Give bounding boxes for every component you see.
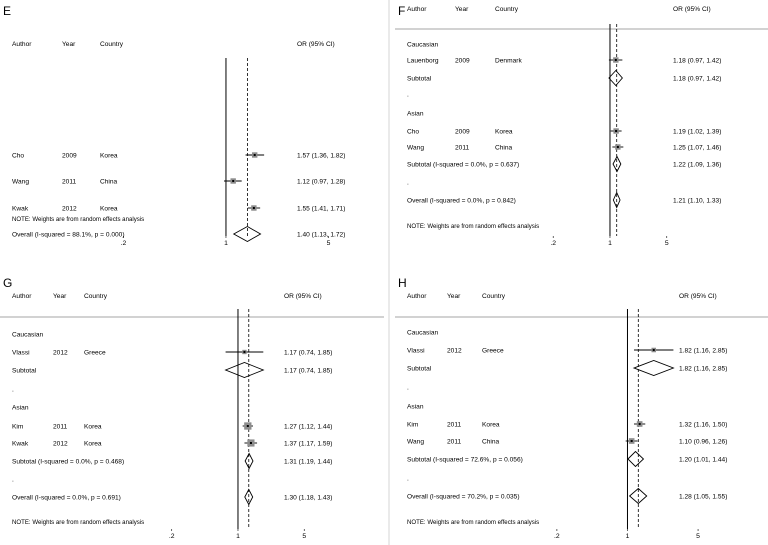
subtotal-or-ci: 1.22 (1.09, 1.36) — [673, 161, 722, 169]
study-or-ci: 1.18 (0.97, 1.42) — [673, 57, 722, 65]
study-year: 2009 — [62, 152, 77, 160]
header-author: Author — [12, 41, 32, 48]
tick-label: 5 — [664, 240, 669, 247]
overall-or-ci: 1.21 (1.10, 1.33) — [673, 197, 722, 205]
weights-note: NOTE: Weights are from random effects analysis — [12, 519, 145, 526]
study-country: Korea — [482, 421, 500, 429]
overall-or-ci: 1.30 (1.18, 1.43) — [284, 494, 333, 502]
subtotal-label: Subtotal — [407, 75, 432, 83]
tick-label: 5 — [696, 533, 700, 540]
study-year: 2009 — [455, 128, 470, 136]
subtotal-diamond — [628, 452, 644, 467]
study-year: 2011 — [447, 421, 462, 429]
study-country: Greece — [84, 349, 106, 357]
tick-label: 1 — [608, 240, 612, 247]
point-estimate — [631, 440, 633, 442]
point-estimate — [232, 180, 234, 182]
panel-letter: G — [3, 276, 13, 290]
subtotal-or-ci: 1.18 (0.97, 1.42) — [673, 75, 722, 83]
study-author: Wang — [407, 144, 424, 152]
study-year: 2012 — [53, 349, 68, 357]
tick-label: .2 — [168, 533, 175, 540]
study-country: China — [495, 144, 513, 152]
header-or-ci: OR (95% CI) — [297, 41, 335, 48]
spacer-dot: . — [407, 179, 409, 187]
point-estimate — [639, 423, 641, 425]
study-or-ci: 1.37 (1.17, 1.59) — [284, 440, 333, 448]
subtotal-label: Subtotal — [12, 367, 37, 375]
study-author: Vlassi — [12, 349, 30, 357]
subtotal-label: Subtotal (I-squared = 0.0%, p = 0.468) — [12, 458, 125, 466]
weights-note: NOTE: Weights are from random effects analysis — [12, 216, 145, 223]
study-author: Kwak — [12, 205, 29, 213]
study-author: Kim — [12, 423, 24, 431]
header-year: Year — [447, 293, 461, 300]
study-author: Wang — [12, 178, 29, 186]
subtotal-diamond — [609, 71, 622, 86]
study-author: Cho — [407, 128, 420, 136]
overall-label: Overall (I-squared = 0.0%, p = 0.842) — [407, 197, 516, 205]
study-country: China — [482, 438, 500, 446]
study-country: Korea — [495, 128, 513, 136]
header-author: Author — [407, 6, 427, 13]
group-label: Asian — [12, 404, 29, 412]
subtotal-diamond — [634, 361, 673, 376]
study-year: 2011 — [447, 438, 462, 446]
tick-label: .2 — [120, 240, 127, 247]
tick-label: 1 — [625, 533, 630, 540]
header-country: Country — [482, 293, 506, 300]
subtotal-label: Subtotal — [407, 365, 432, 373]
study-or-ci: 1.82 (1.16, 2.85) — [679, 347, 728, 355]
forest-panel-f — [395, 4, 768, 247]
study-author: Wang — [407, 438, 424, 446]
study-or-ci: 1.32 (1.16, 1.50) — [679, 421, 728, 429]
group-label: Caucasian — [407, 329, 439, 337]
tick-label: .2 — [550, 240, 557, 247]
spacer-dot: . — [407, 475, 409, 483]
panel-letter: F — [398, 4, 406, 18]
point-estimate — [615, 59, 617, 61]
group-label: Asian — [407, 110, 424, 118]
forest-panel-h — [395, 276, 768, 540]
study-country: Korea — [100, 205, 118, 213]
weights-note: NOTE: Weights are from random effects analysis — [407, 223, 540, 230]
study-author: Kim — [407, 421, 419, 429]
study-or-ci: 1.27 (1.12, 1.44) — [284, 423, 333, 431]
study-author: Kwak — [12, 440, 29, 448]
study-country: Korea — [100, 152, 118, 160]
study-or-ci: 1.17 (0.74, 1.85) — [284, 349, 333, 357]
group-label: Asian — [407, 403, 424, 411]
point-estimate — [247, 425, 249, 427]
point-estimate — [653, 349, 655, 351]
group-label: Caucasian — [407, 41, 439, 49]
study-or-ci: 1.19 (1.02, 1.39) — [673, 128, 722, 136]
header-country: Country — [495, 6, 519, 13]
point-estimate — [615, 130, 617, 132]
study-or-ci: 1.12 (0.97, 1.28) — [297, 178, 346, 186]
header-year: Year — [455, 6, 469, 13]
study-or-ci: 1.57 (1.36, 1.82) — [297, 152, 346, 160]
weights-note: NOTE: Weights are from random effects analysis — [407, 519, 540, 526]
study-year: 2011 — [455, 144, 470, 152]
point-estimate — [254, 154, 256, 156]
study-country: Denmark — [495, 57, 522, 65]
spacer-dot: . — [12, 476, 14, 484]
study-or-ci: 1.55 (1.41, 1.71) — [297, 205, 346, 213]
study-year: 2012 — [447, 347, 462, 355]
subtotal-or-ci: 1.17 (0.74, 1.85) — [284, 367, 333, 375]
tick-label: 1 — [236, 533, 240, 540]
subtotal-label: Subtotal (I-squared = 72.6%, p = 0.056) — [407, 456, 523, 464]
tick-label: 5 — [326, 240, 331, 247]
header-or-ci: OR (95% CI) — [673, 6, 711, 13]
subtotal-diamond — [226, 363, 264, 378]
subtotal-label: Subtotal (I-squared = 0.0%, p = 0.637) — [407, 161, 520, 169]
study-or-ci: 1.10 (0.96, 1.26) — [679, 438, 728, 446]
subtotal-or-ci: 1.20 (1.01, 1.44) — [679, 456, 728, 464]
tick-label: 1 — [224, 240, 228, 247]
point-estimate — [617, 146, 619, 148]
point-estimate — [250, 442, 252, 444]
study-author: Lauenborg — [407, 57, 439, 65]
tick-label: 5 — [302, 533, 307, 540]
overall-label: Overall (I-squared = 88.1%, p = 0.000) — [12, 231, 125, 239]
study-country: Greece — [482, 347, 504, 355]
header-or-ci: OR (95% CI) — [284, 293, 322, 300]
group-label: Caucasian — [12, 331, 44, 339]
study-author: Cho — [12, 152, 25, 160]
overall-or-ci: 1.40 (1.13, 1.72) — [297, 231, 346, 239]
study-or-ci: 1.25 (1.07, 1.46) — [673, 144, 722, 152]
header-country: Country — [84, 293, 108, 300]
subtotal-or-ci: 1.82 (1.16, 2.85) — [679, 365, 728, 373]
header-author: Author — [407, 293, 427, 300]
spacer-dot: . — [407, 384, 409, 392]
study-year: 2012 — [53, 440, 68, 448]
tick-label: .2 — [554, 533, 560, 540]
overall-label: Overall (I-squared = 0.0%, p = 0.691) — [12, 494, 121, 502]
spacer-dot: . — [407, 91, 409, 99]
study-country: Korea — [84, 440, 102, 448]
header-author: Author — [12, 293, 32, 300]
overall-or-ci: 1.28 (1.05, 1.55) — [679, 493, 728, 501]
point-estimate — [253, 207, 255, 209]
forest-panel-e — [3, 4, 345, 247]
panel-letter: H — [398, 276, 407, 290]
spacer-dot: . — [12, 386, 14, 394]
study-country: Korea — [84, 423, 102, 431]
study-year: 2009 — [455, 57, 470, 65]
study-year: 2012 — [62, 205, 77, 213]
study-country: China — [100, 178, 118, 186]
header-year: Year — [53, 293, 67, 300]
study-year: 2011 — [53, 423, 68, 431]
point-estimate — [243, 351, 245, 353]
panel-letter: E — [3, 4, 12, 18]
subtotal-or-ci: 1.31 (1.19, 1.44) — [284, 458, 333, 466]
study-author: Vlassi — [407, 347, 425, 355]
overall-label: Overall (I-squared = 70.2%, p = 0.035) — [407, 493, 520, 501]
header-country: Country — [100, 41, 124, 48]
header-or-ci: OR (95% CI) — [679, 293, 717, 300]
forest-panel-g — [0, 276, 384, 540]
header-year: Year — [62, 41, 76, 48]
study-year: 2011 — [62, 178, 77, 186]
